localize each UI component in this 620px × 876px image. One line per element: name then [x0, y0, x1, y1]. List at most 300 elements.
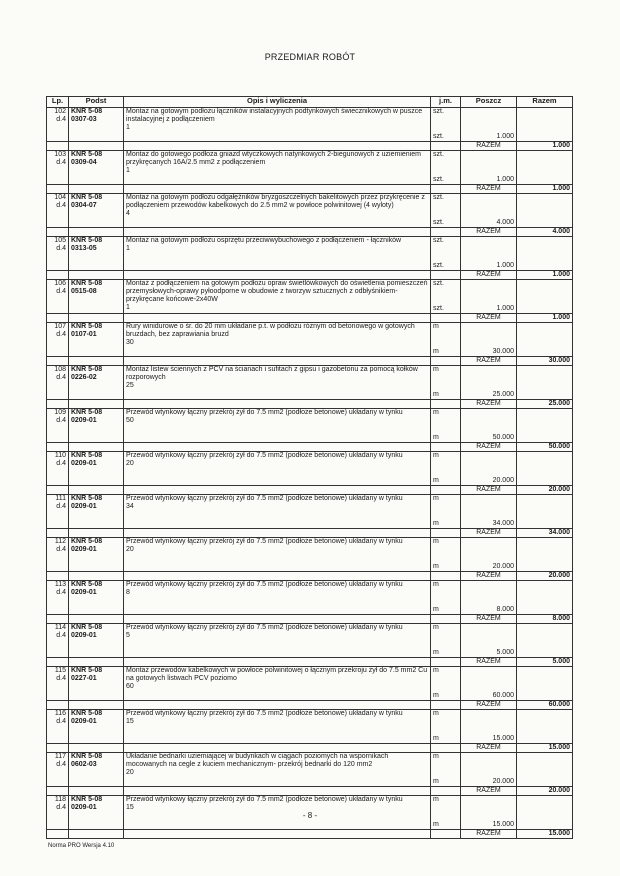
calculation: 20 [126, 460, 134, 467]
unit-cell [431, 409, 461, 443]
lp-cell [47, 710, 69, 744]
knr-catalog: KNR 5-08 [71, 538, 103, 545]
unit-bottom: m [433, 391, 439, 398]
unit-top: m [433, 409, 439, 416]
description-cell [124, 581, 431, 615]
row-chapter: d.4 [56, 245, 66, 252]
table-row [47, 366, 573, 400]
knr-catalog: KNR 5-08 [71, 710, 103, 717]
unit-cell [431, 323, 461, 357]
summary-row [47, 615, 573, 624]
razem-value: 34.000 [517, 529, 573, 538]
unit-cell [431, 495, 461, 529]
quantity-cell [461, 151, 517, 185]
table-row [47, 194, 573, 228]
lp-cell [47, 753, 69, 787]
summary-blank [431, 615, 461, 624]
unit-top: m [433, 581, 439, 588]
summary-blank [124, 744, 431, 753]
row-chapter: d.4 [56, 374, 66, 381]
summary-blank [69, 615, 124, 624]
basis-cell [69, 237, 124, 271]
knr-code: 0209-01 [71, 718, 97, 725]
quantity-value: 34.000 [492, 520, 514, 527]
unit-bottom: m [433, 778, 439, 785]
summary-blank [47, 486, 69, 495]
summary-blank [431, 185, 461, 194]
total-cell-empty [517, 624, 573, 658]
row-number: 104 [54, 194, 66, 201]
knr-catalog: KNR 5-08 [71, 366, 103, 373]
summary-blank [47, 529, 69, 538]
header-razem: Razem [517, 97, 573, 108]
quantity-value: 25.000 [492, 391, 514, 398]
razem-value: 4.000 [517, 228, 573, 237]
total-cell-empty [517, 753, 573, 787]
total-cell-empty [517, 323, 573, 357]
basis-cell [69, 538, 124, 572]
knr-code: 0307-03 [71, 116, 97, 123]
item-description: Montaż na gotowym podłożu osprzętu przeciwwybuchowego z podłączeniem - łączników [126, 237, 402, 244]
table-row [47, 495, 573, 529]
summary-blank [124, 787, 431, 796]
unit-top: m [433, 366, 439, 373]
item-description: Montaż przewodów kabelkowych w powłoce polwinitowej o łącznym przekroju żył do 7.5 mm2 Cu na gotowych listwach PCV poziomo [126, 667, 428, 682]
summary-blank [69, 357, 124, 366]
total-cell-empty [517, 237, 573, 271]
lp-cell [47, 151, 69, 185]
table-row [47, 409, 573, 443]
table-row [47, 323, 573, 357]
summary-blank [69, 228, 124, 237]
total-cell-empty [517, 538, 573, 572]
summary-blank [69, 271, 124, 280]
unit-cell [431, 710, 461, 744]
unit-cell [431, 194, 461, 228]
item-description: Układanie bednarki uziemiającej w budynkach w ciągach poziomych na wspornikach mocowanych na cegle z kuciem mechanicznym- przekrój bednarki do 120 mm2 [126, 753, 389, 768]
row-chapter: d.4 [56, 331, 66, 338]
summary-blank [124, 228, 431, 237]
knr-catalog: KNR 5-08 [71, 624, 103, 631]
row-chapter: d.4 [56, 460, 66, 467]
quantity-value: 30.000 [492, 348, 514, 355]
quantity-value: 15.000 [492, 735, 514, 742]
item-description: Montaż na gotowym podłożu łączników instalacyjnych podtynkowych świecznikowych w puszce instalacyjnej z podłączeniem [126, 108, 423, 123]
description-cell [124, 710, 431, 744]
knr-catalog: KNR 5-08 [71, 323, 103, 330]
summary-blank [69, 658, 124, 667]
knr-code: 0107-01 [71, 331, 97, 338]
summary-blank [69, 142, 124, 151]
quantity-value: 1.000 [496, 176, 514, 183]
razem-value: 60.000 [517, 701, 573, 710]
quantity-cell [461, 581, 517, 615]
quantity-cell [461, 409, 517, 443]
knr-code: 0515-08 [71, 288, 97, 295]
item-description: Rury winidurowe o śr. do 20 mm układane p.t. w podłożu różnym od betonowego w gotowych bruzdach, bez zaprawiania bruzd [126, 323, 415, 338]
basis-cell [69, 624, 124, 658]
lp-cell [47, 194, 69, 228]
summary-blank [124, 486, 431, 495]
quantity-cell [461, 323, 517, 357]
calculation: 8 [126, 589, 130, 596]
razem-value: 15.000 [517, 830, 573, 839]
item-description: Przewód wtynkowy łączny przekrój żył do 7.5 mm2 (podłoże betonowe) układany w tynku [126, 624, 403, 631]
razem-label: RAZEM [461, 572, 517, 581]
row-number: 112 [54, 538, 66, 545]
razem-label: RAZEM [461, 400, 517, 409]
basis-cell [69, 323, 124, 357]
knr-catalog: KNR 5-08 [71, 237, 103, 244]
quantity-cell [461, 538, 517, 572]
knr-code: 0209-01 [71, 804, 97, 811]
summary-blank [124, 572, 431, 581]
summary-row [47, 486, 573, 495]
razem-label: RAZEM [461, 830, 517, 839]
lp-cell [47, 108, 69, 142]
unit-top: m [433, 538, 439, 545]
summary-blank [431, 529, 461, 538]
item-description: Montaż z podłączeniem na gotowym podłożu opraw świetlówkowych do oświetlenia pomieszczeń przemysłowych-oprawy pyłoodporne w obudowie z tworzyw sztucznych z odbłyśnikiem-przykręcane końcowe-2x40W [126, 280, 428, 303]
knr-code: 0209-01 [71, 632, 97, 639]
row-chapter: d.4 [56, 159, 66, 166]
summary-row [47, 529, 573, 538]
unit-bottom: m [433, 692, 439, 699]
calculation: 34 [126, 503, 134, 510]
table-row [47, 624, 573, 658]
summary-row [47, 400, 573, 409]
summary-blank [69, 185, 124, 194]
item-description: Przewód wtynkowy łączny przekrój żył do 7.5 mm2 (podłoże betonowe) układany w tynku [126, 495, 403, 502]
table-row [47, 710, 573, 744]
basis-cell [69, 581, 124, 615]
basis-cell [69, 452, 124, 486]
summary-blank [47, 830, 69, 839]
table-row [47, 667, 573, 701]
table-row [47, 538, 573, 572]
header-jm: j.m. [431, 97, 461, 108]
item-description: Montaż na gotowym podłożu odgałęźników bryzgoszczelnych bakelitowych przez przykręcenie z podłączeniem przewodów kabelkowych do 2.5 mm2 w powłoce polwinitowej (4 wyloty) [126, 194, 425, 209]
summary-blank [47, 228, 69, 237]
unit-cell [431, 452, 461, 486]
basis-cell [69, 366, 124, 400]
summary-blank [69, 529, 124, 538]
row-number: 115 [54, 667, 66, 674]
header-poszcz: Poszcz [461, 97, 517, 108]
basis-cell [69, 667, 124, 701]
summary-row [47, 314, 573, 323]
summary-blank [47, 400, 69, 409]
razem-label: RAZEM [461, 185, 517, 194]
unit-cell [431, 667, 461, 701]
description-cell [124, 237, 431, 271]
total-cell-empty [517, 581, 573, 615]
footer-note: Norma PRO Wersja 4.10 [48, 843, 115, 849]
header-desc: Opis i wyliczenia [124, 97, 431, 108]
row-chapter: d.4 [56, 503, 66, 510]
razem-value: 20.000 [517, 486, 573, 495]
summary-blank [431, 142, 461, 151]
lp-cell [47, 323, 69, 357]
total-cell-empty [517, 151, 573, 185]
row-chapter: d.4 [56, 632, 66, 639]
unit-top: m [433, 452, 439, 459]
knr-catalog: KNR 5-08 [71, 581, 103, 588]
razem-label: RAZEM [461, 658, 517, 667]
knr-catalog: KNR 5-08 [71, 495, 103, 502]
quantity-cell [461, 753, 517, 787]
razem-label: RAZEM [461, 744, 517, 753]
summary-blank [47, 615, 69, 624]
unit-bottom: m [433, 735, 439, 742]
basis-cell [69, 108, 124, 142]
unit-top: szt. [433, 194, 444, 201]
quantity-value: 5.000 [496, 649, 514, 656]
razem-value: 15.000 [517, 744, 573, 753]
summary-blank [124, 830, 431, 839]
summary-blank [47, 658, 69, 667]
unit-cell [431, 151, 461, 185]
lp-cell [47, 667, 69, 701]
razem-label: RAZEM [461, 228, 517, 237]
description-cell [124, 495, 431, 529]
quantity-value: 20.000 [492, 477, 514, 484]
calculation: 15 [126, 804, 134, 811]
basis-cell [69, 495, 124, 529]
razem-value: 20.000 [517, 787, 573, 796]
summary-blank [69, 701, 124, 710]
summary-blank [431, 658, 461, 667]
summary-blank [431, 830, 461, 839]
unit-bottom: szt. [433, 305, 444, 312]
lp-cell [47, 495, 69, 529]
table-row [47, 237, 573, 271]
summary-blank [431, 314, 461, 323]
razem-value: 1.000 [517, 142, 573, 151]
summary-blank [69, 787, 124, 796]
row-number: 118 [54, 796, 66, 803]
calculation: 1 [126, 245, 130, 252]
lp-cell [47, 581, 69, 615]
description-cell [124, 108, 431, 142]
row-number: 102 [54, 108, 66, 115]
row-number: 107 [54, 323, 66, 330]
knr-code: 0227-01 [71, 675, 97, 682]
table-row [47, 753, 573, 787]
table-row [47, 452, 573, 486]
summary-row [47, 185, 573, 194]
description-cell [124, 151, 431, 185]
knr-code: 0209-01 [71, 503, 97, 510]
razem-label: RAZEM [461, 701, 517, 710]
description-cell [124, 366, 431, 400]
razem-value: 20.000 [517, 572, 573, 581]
description-cell [124, 280, 431, 314]
unit-bottom: m [433, 520, 439, 527]
knr-catalog: KNR 5-08 [71, 280, 103, 287]
summary-row [47, 658, 573, 667]
table-row [47, 280, 573, 314]
basis-cell [69, 753, 124, 787]
summary-row [47, 572, 573, 581]
summary-blank [124, 142, 431, 151]
lp-cell [47, 237, 69, 271]
summary-blank [431, 787, 461, 796]
summary-blank [47, 787, 69, 796]
calculation: 20 [126, 769, 134, 776]
unit-bottom: m [433, 563, 439, 570]
razem-value: 1.000 [517, 314, 573, 323]
row-chapter: d.4 [56, 718, 66, 725]
quantity-value: 20.000 [492, 563, 514, 570]
table-row [47, 108, 573, 142]
quantity-cell [461, 366, 517, 400]
row-number: 108 [54, 366, 66, 373]
razem-value: 50.000 [517, 443, 573, 452]
knr-code: 0209-01 [71, 417, 97, 424]
summary-row [47, 744, 573, 753]
quantity-value: 20.000 [492, 778, 514, 785]
item-description: Przewód wtynkowy łączny przekrój żył do 7.5 mm2 (podłoże betonowe) układany w tynku [126, 581, 403, 588]
unit-cell [431, 366, 461, 400]
razem-label: RAZEM [461, 357, 517, 366]
calculation: 4 [126, 210, 130, 217]
header-podst: Podst [69, 97, 124, 108]
summary-blank [124, 443, 431, 452]
knr-catalog: KNR 5-08 [71, 151, 103, 158]
quantity-cell [461, 194, 517, 228]
bill-of-quantities-table [46, 96, 573, 839]
knr-catalog: KNR 5-08 [71, 108, 103, 115]
summary-blank [124, 529, 431, 538]
razem-value: 25.000 [517, 400, 573, 409]
row-number: 109 [54, 409, 66, 416]
summary-row [47, 228, 573, 237]
unit-top: szt. [433, 108, 444, 115]
basis-cell [69, 409, 124, 443]
razem-label: RAZEM [461, 314, 517, 323]
calculation: 5 [126, 632, 130, 639]
unit-cell [431, 753, 461, 787]
unit-cell [431, 581, 461, 615]
knr-catalog: KNR 5-08 [71, 667, 103, 674]
summary-blank [124, 185, 431, 194]
unit-top: m [433, 710, 439, 717]
quantity-value: 8.000 [496, 606, 514, 613]
summary-blank [69, 486, 124, 495]
unit-top: m [433, 796, 439, 803]
row-chapter: d.4 [56, 804, 66, 811]
summary-blank [431, 744, 461, 753]
calculation: 50 [126, 417, 134, 424]
summary-blank [69, 400, 124, 409]
knr-code: 0209-01 [71, 589, 97, 596]
quantity-value: 1.000 [496, 305, 514, 312]
lp-cell [47, 624, 69, 658]
quantity-cell [461, 667, 517, 701]
unit-cell [431, 237, 461, 271]
unit-top: m [433, 753, 439, 760]
unit-top: m [433, 667, 439, 674]
unit-top: m [433, 495, 439, 502]
razem-label: RAZEM [461, 142, 517, 151]
summary-blank [47, 314, 69, 323]
unit-top: m [433, 323, 439, 330]
unit-top: szt. [433, 151, 444, 158]
row-chapter: d.4 [56, 288, 66, 295]
summary-blank [124, 400, 431, 409]
unit-bottom: szt. [433, 262, 444, 269]
description-cell [124, 409, 431, 443]
summary-blank [431, 271, 461, 280]
summary-blank [431, 572, 461, 581]
table-row [47, 581, 573, 615]
unit-bottom: szt. [433, 133, 444, 140]
description-cell [124, 452, 431, 486]
summary-blank [124, 701, 431, 710]
calculation: 25 [126, 382, 134, 389]
summary-row [47, 701, 573, 710]
row-chapter: d.4 [56, 546, 66, 553]
summary-blank [124, 271, 431, 280]
razem-label: RAZEM [461, 443, 517, 452]
summary-blank [47, 185, 69, 194]
total-cell-empty [517, 194, 573, 228]
row-number: 111 [55, 495, 66, 502]
total-cell-empty [517, 366, 573, 400]
quantity-value: 1.000 [496, 133, 514, 140]
summary-blank [124, 615, 431, 624]
row-chapter: d.4 [56, 761, 66, 768]
row-number: 105 [54, 237, 66, 244]
summary-blank [124, 658, 431, 667]
unit-cell [431, 624, 461, 658]
header-lp: Lp. [47, 97, 69, 108]
calculation: 1 [126, 124, 130, 131]
razem-label: RAZEM [461, 529, 517, 538]
summary-row [47, 142, 573, 151]
summary-blank [47, 572, 69, 581]
basis-cell [69, 280, 124, 314]
row-number: 117 [54, 753, 66, 760]
razem-value: 30.000 [517, 357, 573, 366]
quantity-cell [461, 452, 517, 486]
summary-blank [431, 228, 461, 237]
unit-bottom: m [433, 348, 439, 355]
knr-catalog: KNR 5-08 [71, 409, 103, 416]
knr-catalog: KNR 5-08 [71, 194, 103, 201]
quantity-cell [461, 280, 517, 314]
razem-label: RAZEM [461, 486, 517, 495]
row-chapter: d.4 [56, 116, 66, 123]
quantity-value: 1.000 [496, 262, 514, 269]
summary-row [47, 830, 573, 839]
row-chapter: d.4 [56, 417, 66, 424]
razem-value: 5.000 [517, 658, 573, 667]
summary-row [47, 357, 573, 366]
page-number: - 8 - [302, 811, 318, 820]
row-number: 114 [54, 624, 66, 631]
knr-code: 0226-02 [71, 374, 97, 381]
lp-cell [47, 409, 69, 443]
calculation: 20 [126, 546, 134, 553]
summary-blank [69, 314, 124, 323]
razem-label: RAZEM [461, 615, 517, 624]
calculation: 1 [126, 304, 130, 311]
quantity-cell [461, 624, 517, 658]
total-cell-empty [517, 452, 573, 486]
knr-code: 0209-01 [71, 546, 97, 553]
